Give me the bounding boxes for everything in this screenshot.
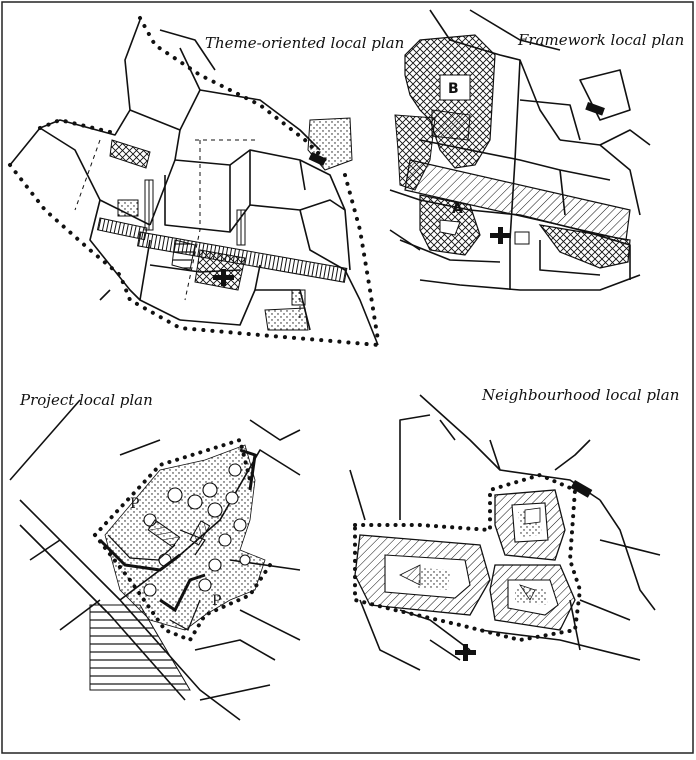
panel-title-framework: Framework local plan — [518, 31, 685, 49]
label-b: B — [448, 81, 459, 97]
panel-title-neighbourhood: Neighbourhood local plan — [482, 386, 680, 404]
label-a: A — [452, 201, 463, 217]
label-p-1: P — [130, 496, 140, 512]
panel-title-project: Project local plan — [20, 391, 153, 409]
panel-neighbourhood — [350, 386, 679, 670]
panel-project — [10, 391, 300, 720]
panel-title-theme: Theme-oriented local plan — [205, 34, 405, 52]
label-p-2: P — [212, 593, 222, 609]
panel-framework — [390, 10, 684, 290]
panel-theme-oriented — [10, 18, 404, 345]
